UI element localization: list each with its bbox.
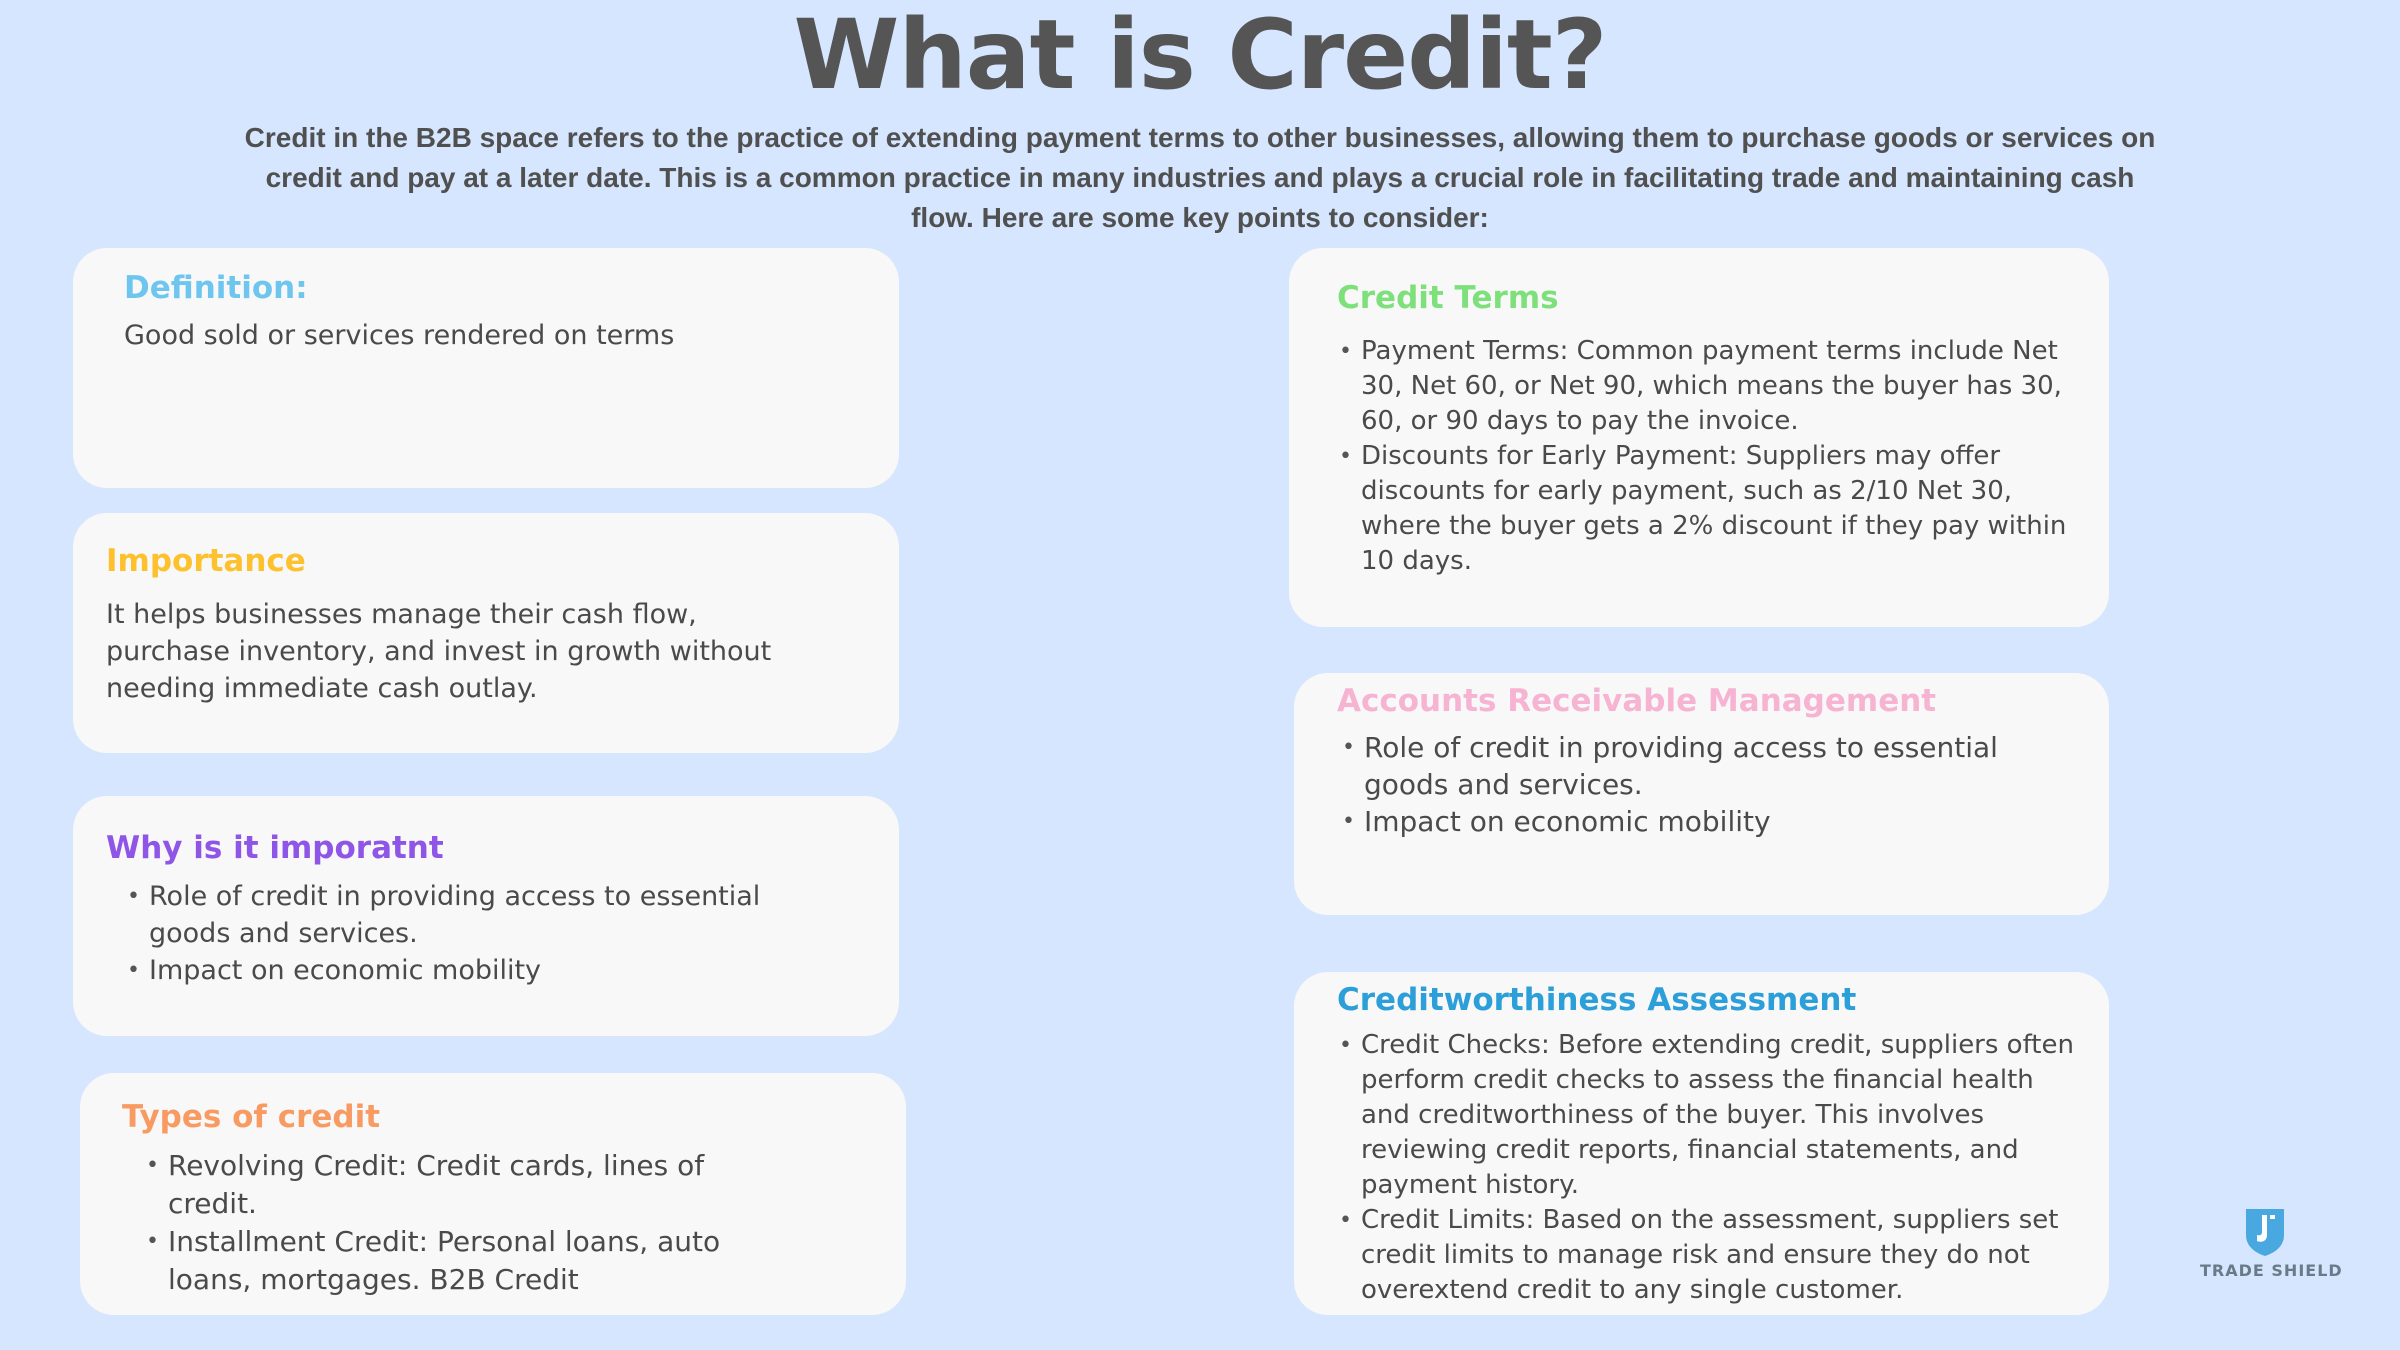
accounts-receivable-card — [1294, 673, 2109, 915]
importance-heading: Importance — [106, 543, 306, 579]
shield-icon — [2242, 1205, 2288, 1257]
bullet-icon: • — [1342, 809, 1355, 834]
accounts-receivable-list — [1342, 729, 2082, 840]
credit-terms-heading: Credit Terms — [1337, 280, 1559, 316]
list-item: • Payment Terms: Common payment terms include Net 30, Net 60, or Net 90, which means the buyer has 30, 60, or 90 days to pay the invoice. — [1339, 336, 2062, 436]
bullet-icon: • — [146, 1153, 159, 1178]
intro-paragraph: Credit in the B2B space refers to the practice of extending payment terms to other businesses, allowing them to purchase goods or services on credit and pay at a later date. This is a common practice in many industries and plays a crucial role in facilitating trade and maintaining cash flow. Here are some key points to consider: — [244, 122, 2156, 233]
why-important-list — [127, 878, 847, 989]
bullet-icon: • — [1339, 1033, 1352, 1058]
definition-card — [73, 248, 899, 488]
creditworthiness-heading: Creditworthiness Assessment — [1337, 982, 1857, 1018]
bullet-icon: • — [1339, 339, 1352, 364]
bullet-icon: • — [127, 958, 140, 983]
bullet-icon: • — [1339, 444, 1352, 469]
creditworthiness-card — [1294, 972, 2109, 1315]
types-of-credit-list — [146, 1147, 786, 1299]
definition-text: Good sold or services rendered on terms — [124, 320, 675, 351]
types-of-credit-card — [80, 1073, 906, 1315]
logo-text: TRADE SHIELD — [2200, 1261, 2343, 1280]
list-item: • Impact on economic mobility — [1342, 805, 1771, 838]
list-item: • Role of credit in providing access to essential goods and services. — [127, 878, 847, 952]
creditworthiness-list — [1339, 1028, 2089, 1308]
importance-card — [73, 513, 899, 753]
types-of-credit-heading: Types of credit — [122, 1099, 381, 1135]
list-item: • Credit Checks: Before extending credit, suppliers often perform credit checks to assess the financial health and creditworthiness of the buyer. This involves reviewing credit reports, financial statements, and payment history. — [1339, 1030, 2074, 1200]
importance-text: It helps businesses manage their cash flow, purchase inventory, and invest in growth without needing immediate cash outlay. — [106, 599, 772, 704]
list-item: • Revolving Credit: Credit cards, lines of credit. — [146, 1149, 705, 1220]
bullet-icon: • — [146, 1229, 159, 1254]
why-important-heading: Why is it imporatnt — [106, 830, 444, 866]
definition-heading: Definition: — [124, 270, 308, 306]
trade-shield-logo — [2200, 1205, 2343, 1285]
bullet-icon: • — [127, 884, 140, 909]
list-item: • Discounts for Early Payment: Suppliers may offer discounts for early payment, such as 2/10 Net 30, where the buyer gets a 2% discount if they pay within 10 days. — [1339, 441, 2067, 576]
bullet-icon: • — [1342, 735, 1355, 760]
list-item: • Installment Credit: Personal loans, auto loans, mortgages. B2B Credit — [146, 1225, 721, 1296]
accounts-receivable-heading: Accounts Receivable Management — [1337, 683, 1937, 719]
why-important-card — [73, 796, 899, 1036]
credit-terms-card — [1289, 248, 2109, 627]
list-item: • Role of credit in providing access to essential goods and services. — [1342, 731, 1998, 801]
list-item: • Impact on economic mobility — [127, 952, 847, 989]
list-item: • Credit Limits: Based on the assessment, suppliers set credit limits to manage risk and ensure they do not overextend credit to any single customer. — [1339, 1205, 2059, 1305]
bullet-icon: • — [1339, 1208, 1352, 1233]
credit-terms-list — [1339, 334, 2099, 579]
page-title: What is Credit? — [793, 0, 1607, 111]
